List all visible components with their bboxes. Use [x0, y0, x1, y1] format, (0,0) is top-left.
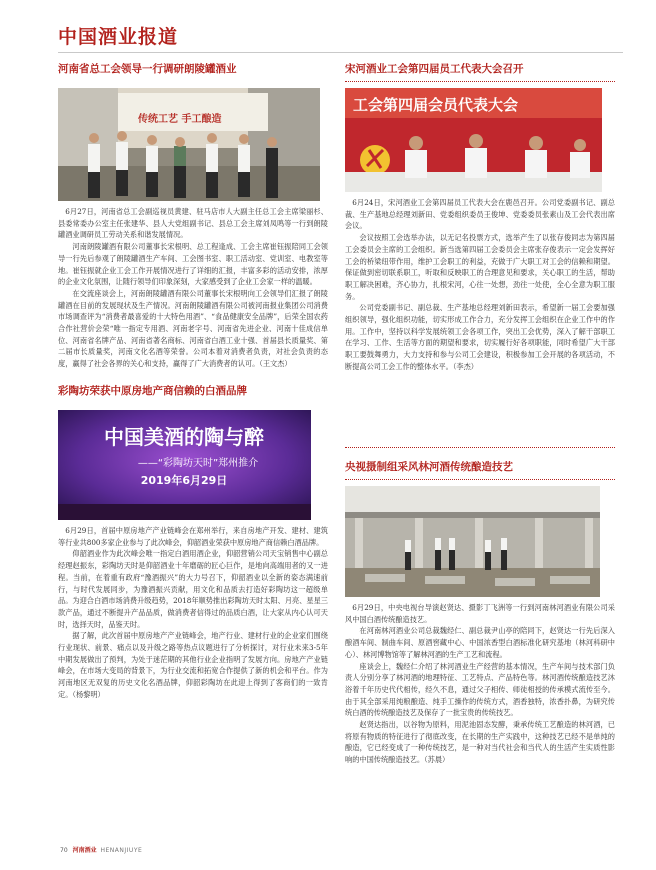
promo-date: 2019年6月29日	[140, 474, 228, 487]
article-photo	[345, 486, 600, 597]
right-column	[345, 62, 615, 766]
article-photo	[58, 410, 311, 520]
masthead-rule	[58, 52, 623, 53]
article-shaolin	[58, 62, 328, 380]
section-title: 中国酒业报道	[58, 26, 179, 48]
article-headline[interactable]: 彩陶坊荣获中原房地产商信赖的白酒品牌	[58, 385, 247, 397]
article-linhe	[345, 447, 615, 766]
promo-title: 中国美酒的陶与醉	[104, 425, 264, 449]
article-paragraph: 仰韶酒业作为此次峰会唯一指定白酒用酒企业，仰韶营销公司天宝销售中心副总经理赵振东，彩陶坊天时是仰韶酒业十年磨砺的匠心巨作，是地向高端用者的又一进程。当前，在着重有政府“豫酒振兴”的大力号召下，仰韶酒业以全新的姿态满速前行，与时代发展同步，为豫酒振兴贡献，用文化和品质去打造好彩陶坊这一超级单品。为迎合白酒市场消费升级趋势，2018年顺势推出彩陶坊天时太阳、月亮、星星三款产品，通过不断提升产品品质，做消费者信得过的品质白酒，让大家从内心认可天时，选择天时，品鉴天时。	[58, 549, 328, 629]
article-headline[interactable]: 宋河酒业工会第四届员工代表大会召开	[345, 62, 615, 82]
article-photo	[345, 88, 602, 192]
magazine-name-en: HENANJIUYE	[100, 847, 143, 854]
factory-visit-photo	[58, 88, 320, 201]
article-paragraph: 6月29日，中央电视台导演赵贤达、摄影丁飞洲等一行到河南林河酒业有限公司采风中国白酒传统酿造技艺。	[345, 603, 615, 624]
article-paragraph: 6月29日，首届中原房地产产业链峰会在郑州举行，来自房地产开发、建材、建筑等行业共800多家企业参与了此次峰会，仰韶酒业荣获中原房地产商信赖白酒品牌。	[58, 526, 328, 547]
article-body	[345, 602, 615, 766]
factory-banner-text: 传统工艺 手工酿造	[138, 114, 222, 125]
promo-stage-photo	[58, 410, 311, 520]
article-headline[interactable]: 河南省总工会领导一行调研朗陵罐酒业	[58, 63, 237, 75]
left-column	[58, 62, 328, 701]
article-paragraph: 公司党委副书记、副总裁、生产基地总经理刘新田表示，希望新一届工会要加强组织领导，强化组织功能，切实形成工作合力，充分发挥工会组织在企业工作中的作用。工作中，坚持以科学发展统领工会各项工作，突出工会优势，深入了解干部职工在学习、工作、生活等方面的期望和要求，切实履行好各项职能，同时希望广大干部职工要鼓舞勇力，大力支持和参与公司工会建设，积极参加工会开展的各项活动，不断提高公司工会工作的整体水平。（李杰）	[345, 303, 615, 371]
union-meeting-photo	[345, 88, 602, 192]
article-headline[interactable]: 央视摄制组采风林河酒传统酿造技艺	[345, 460, 615, 480]
article-paragraph: 在河南林河酒业公司总裁魏经仁、副总裁尹山亭的陪同下，赵贤达一行先后深入酿酒车间、制曲车间、原酒窖藏中心、中国浓香型白酒标准化研究基地（林河科研中心）、林河博物馆等了解林河酒的生产工艺和流程。	[345, 626, 615, 659]
promo-subtitle: ——“彩陶坊天时”郑州推介	[137, 458, 259, 469]
article-yangshao	[58, 384, 328, 701]
article-body	[58, 525, 328, 701]
article-paragraph: 座谈会上，魏经仁介绍了林河酒业生产经营的基本情况，生产车间与技术部门负责人分别分享了林河酒的地理特征、工艺特点、产品特色等。林河酒传统酿造技艺沐浴着千年历史代代相传，经久不息，通过父子相传、师徒相授的传承模式流传至今。由于其全部采用纯粮酿造、纯手工操作的传统方式，酒香独特，浓香扑鼻，为研究传统白酒的传统酿造技艺及保存了一批宝贵的传统技艺。	[345, 661, 615, 718]
article-paragraph: 会议按照工会选举办法，以无记名投票方式，选举产生了以张存俊同志为第四届工会委员会主席的工会组织。新当选第四届工会委员会主席张存俊表示一定会发挥好工会的桥梁纽带作用，维护工会职工的利益，充做于广大职工对工会的信赖和期望。保证做到密切联系职工，听取和反映职工的合理意见和要求，关心职工的生活，帮助职工解决困难，齐心协力，扎根宋河，心往一处想，劲往一处使，全心全意为职工服务。	[345, 233, 615, 301]
article-body	[58, 206, 328, 380]
party-emblem-icon	[360, 145, 390, 175]
meeting-banner-text: 工会第四届会员代表大会	[353, 96, 519, 114]
article-paragraph: 据了解，此次首届中原房地产产业链峰会，地产行业、建材行业的企业家们围绕行业现状、前景、痛点以及升级之路等热点议题进行了分析探讨，对行业未来3-5年中期发展做出了预判，为处于迷茫期的其他行业企业指明了发展方向。房地产产业链峰会，在市场大变局的背景下，为行业交流和拓宽合作提供了新的机会和平台。作为河南地区无双复的历史文化名酒品牌，仰韶彩陶坊在此迎上得到了客商们的一致肯定。（杨黎明）	[58, 631, 328, 699]
page-number: 70	[60, 847, 68, 854]
article-paragraph: 河南朗陵罐酒有限公司董事长宋根明、总工程逢成、工会主席崔钰振陪同工会领导一行先后参观了朗陵罐酒生产车间、工会图书室、职工活动室、党训室、电教室等地。崔钰振就企业工会工作开展情况进行了详细的汇报，丰富多彩的活动安排，浓厚的企业文化氛围，让随行领导们印象深刻，大家感受到了企业工会家一样的温暖。	[58, 242, 328, 287]
article-paragraph: 赵贤达指出，以谷物为原料，用泥池固态发酵，秉承传统工艺酿造的林河酒，已将原有物质的特征进行了彻底改变，在长期的生产实践中，这种技艺已经不是单纯的酿造，它已经变成了一种传统技艺，是一种对当代社会和当代人的生活产生实质性影响的中国传统酿造技艺。（苏晨）	[345, 720, 615, 765]
article-songhe	[345, 62, 615, 425]
page-footer	[60, 845, 142, 854]
masthead	[58, 22, 623, 50]
magazine-name: 河南酒业	[72, 847, 97, 854]
article-photo	[58, 88, 320, 201]
article-paragraph: 6月24日，宋河酒业工会第四届员工代表大会在鹿邑召开。公司党委副书记、副总裁、生产基地总经理刘新田、党委组织委员王俊坤、党委委员张素山及工会代表出席会议。	[345, 198, 615, 231]
distillery-workshop-photo	[345, 486, 600, 597]
article-body	[345, 197, 615, 425]
article-paragraph: 在交流座谈会上，河南朗陵罐酒有限公司董事长宋根明向工会领导们汇报了朗陵罐酒在目前的发展现状及生产情况。河南朗陵罐酒有限公司被河南报业集团公司消费市场调查评为“消费者最喜爱的十大特色用酒”、“食品健康安全品牌”，后荣全国农药合作社营价会荣“唯一指定专用酒、河南老字号、河南省先进企业、河南十佳成信单位、河南省名牌产品、河南省著名商标、河南省白酒工业十强、首届县长质量奖、第二届市长质量奖，河南文化名酒等荣誉。公司本着对消费者负责，对社会负责的态度，赢得了社会各界的关心和支持，赢得了广大消费者的认可。（王文杰）	[58, 288, 328, 369]
article-paragraph: 6月27日，河南省总工会副巡视员黄建、驻马店市人大副主任总工会主席梁丽杉、县委常委办公室主任张建华、县人大党组副书记、县总工会主席刘凤鸣等一行到朗陵罐酒业调研员工劳动关系和谐发展情况。	[58, 207, 328, 240]
